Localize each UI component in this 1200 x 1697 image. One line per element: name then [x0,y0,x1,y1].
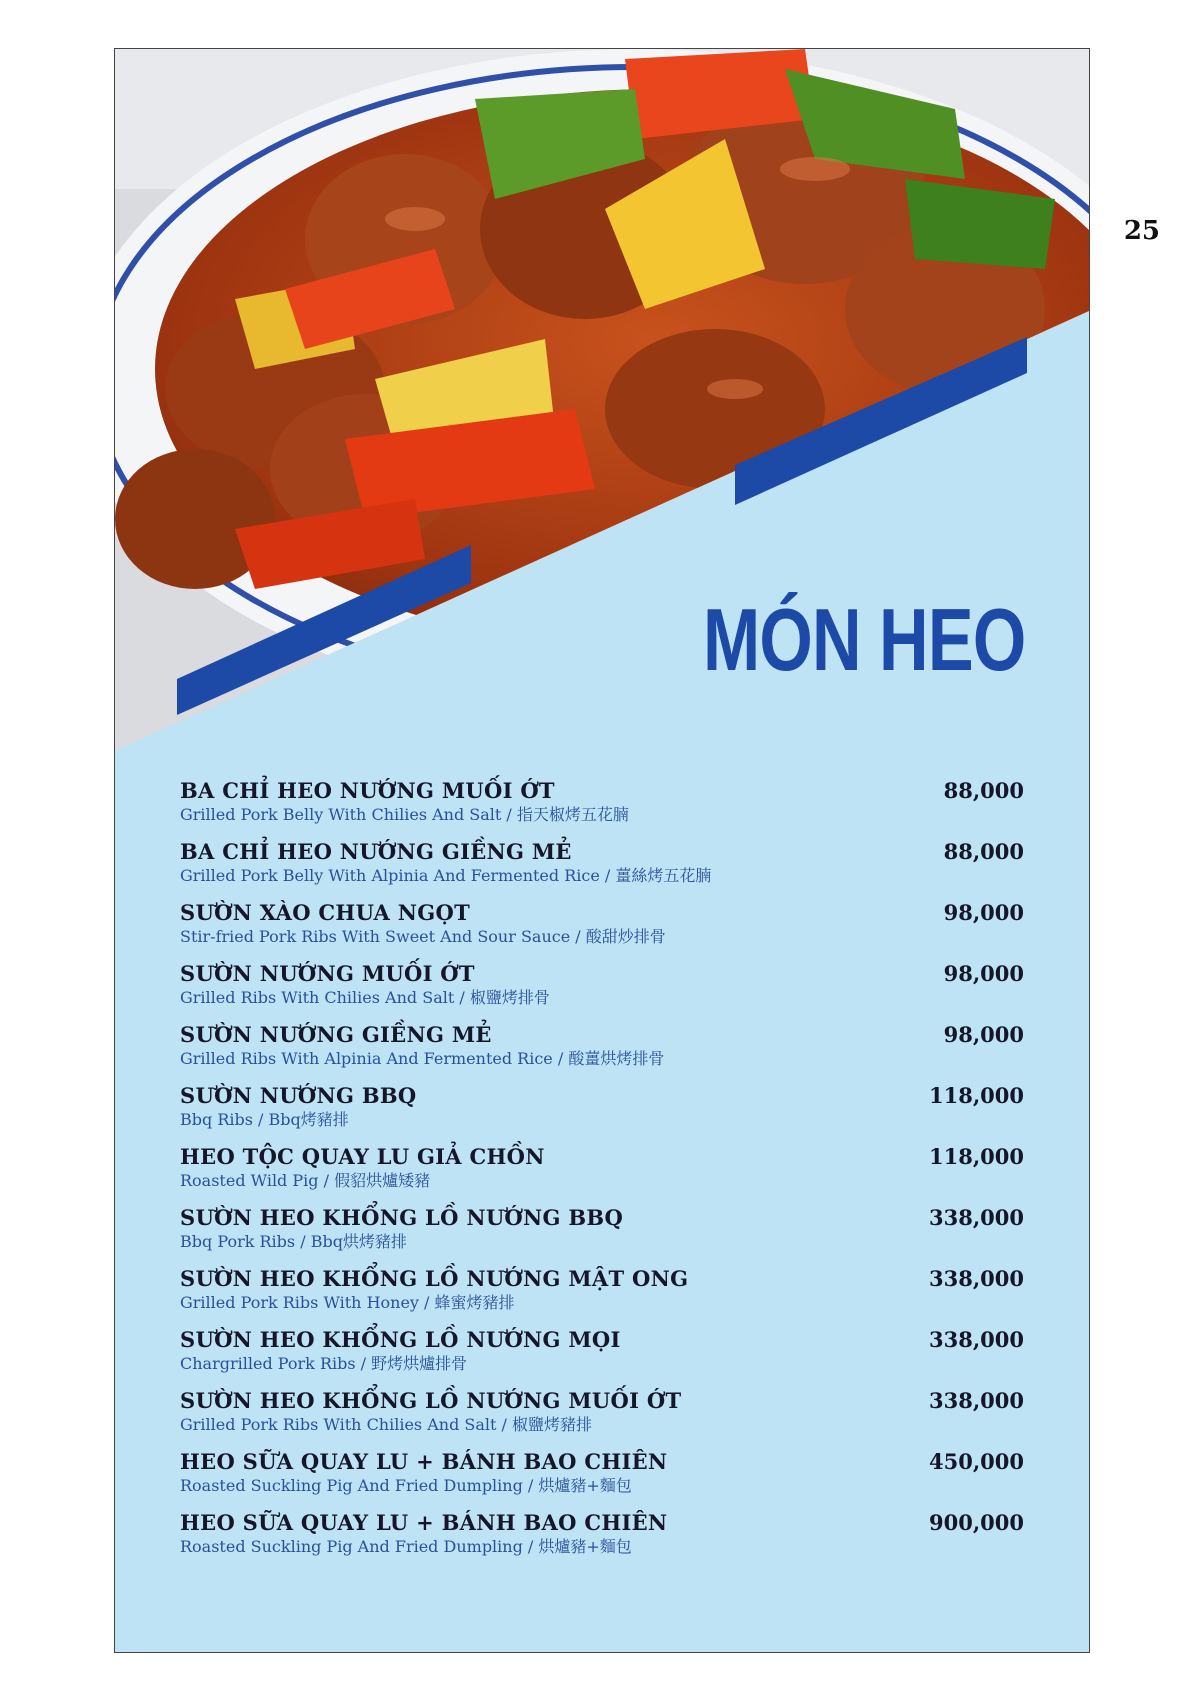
menu-item-price: 338,000 [929,1327,1024,1352]
menu-item-price: 88,000 [943,778,1024,803]
menu-item [180,1510,1024,1571]
menu-item [180,1327,1024,1388]
menu-item [180,1205,1024,1266]
page-number: 25 [1123,216,1160,246]
menu-item-name: SƯỜN NƯỚNG BBQ [180,1083,417,1108]
menu-item-name: SƯỜN NƯỚNG MUỐI ỚT [180,961,475,986]
menu-item-name: SƯỜN HEO KHỔNG LỒ NƯỚNG MẬT ONG [180,1266,689,1291]
menu-item-name: HEO TỘC QUAY LU GIẢ CHỒN [180,1144,545,1169]
menu-item-name: SƯỜN HEO KHỔNG LỒ NƯỚNG BBQ [180,1205,624,1230]
menu-item [180,1022,1024,1083]
menu-item-price: 118,000 [929,1083,1024,1108]
menu-item-price: 338,000 [929,1266,1024,1291]
menu-item-price: 88,000 [943,839,1024,864]
menu-item [180,1144,1024,1205]
menu-item [180,1449,1024,1510]
menu-item-price: 450,000 [929,1449,1024,1474]
menu-item-description: Grilled Ribs With Alpinia And Fermented Rice / 酸薑烘烤排骨 [180,1049,665,1068]
menu-item-description: Grilled Ribs With Chilies And Salt / 椒鹽烤排骨 [180,988,550,1007]
menu-list [180,778,1024,1571]
menu-item-price: 338,000 [929,1205,1024,1230]
menu-item-name: BA CHỈ HEO NƯỚNG MUỐI ỚT [180,778,555,803]
menu-item-description: Roasted Suckling Pig And Fried Dumpling / 烘爐豬+麵包 [180,1537,632,1556]
menu-item-description: Grilled Pork Ribs With Chilies And Salt / 椒鹽烤豬排 [180,1415,593,1434]
menu-item [180,778,1024,839]
menu-item-name: SƯỜN XÀO CHUA NGỌT [180,900,470,925]
menu-item-price: 98,000 [943,1022,1024,1047]
menu-item-description: Chargrilled Pork Ribs / 野烤烘爐排骨 [180,1354,468,1373]
menu-item [180,961,1024,1022]
menu-item [180,839,1024,900]
menu-item [180,1388,1024,1449]
menu-item-name: HEO SỮA QUAY LU + BÁNH BAO CHIÊN [180,1510,668,1535]
menu-item-description: Grilled Pork Belly With Chilies And Salt / 指天椒烤五花腩 [180,805,629,824]
menu-item-description: Grilled Pork Ribs With Honey / 蜂蜜烤豬排 [180,1293,515,1312]
menu-item [180,1083,1024,1144]
menu-item-price: 900,000 [929,1510,1024,1535]
menu-item-name: SƯỜN HEO KHỔNG LỒ NƯỚNG MUỐI ỚT [180,1388,682,1413]
menu-item-price: 338,000 [929,1388,1024,1413]
menu-item-name: SƯỜN HEO KHỔNG LỒ NƯỚNG MỌI [180,1327,621,1352]
menu-page [114,48,1090,1653]
menu-item [180,1266,1024,1327]
menu-item-description: Stir-fried Pork Ribs With Sweet And Sour Sauce / 酸甜炒排骨 [180,927,666,946]
menu-item-description: Grilled Pork Belly With Alpinia And Fermented Rice / 薑絲烤五花腩 [180,866,712,885]
menu-item [180,900,1024,961]
menu-item-description: Roasted Wild Pig / 假貂烘爐矮豬 [180,1171,431,1190]
menu-item-description: Roasted Suckling Pig And Fried Dumpling / 烘爐豬+麵包 [180,1476,632,1495]
section-title: MÓN HEO [702,590,1025,689]
menu-item-description: Bbq Pork Ribs / Bbq烘烤豬排 [180,1232,407,1251]
menu-item-description: Bbq Ribs / Bbq烤豬排 [180,1110,349,1129]
menu-item-name: SƯỜN NƯỚNG GIỀNG MẺ [180,1022,492,1047]
menu-item-price: 98,000 [943,961,1024,986]
menu-item-name: HEO SỮA QUAY LU + BÁNH BAO CHIÊN [180,1449,668,1474]
menu-item-price: 98,000 [943,900,1024,925]
menu-item-name: BA CHỈ HEO NƯỚNG GIỀNG MẺ [180,839,572,864]
menu-item-price: 118,000 [929,1144,1024,1169]
